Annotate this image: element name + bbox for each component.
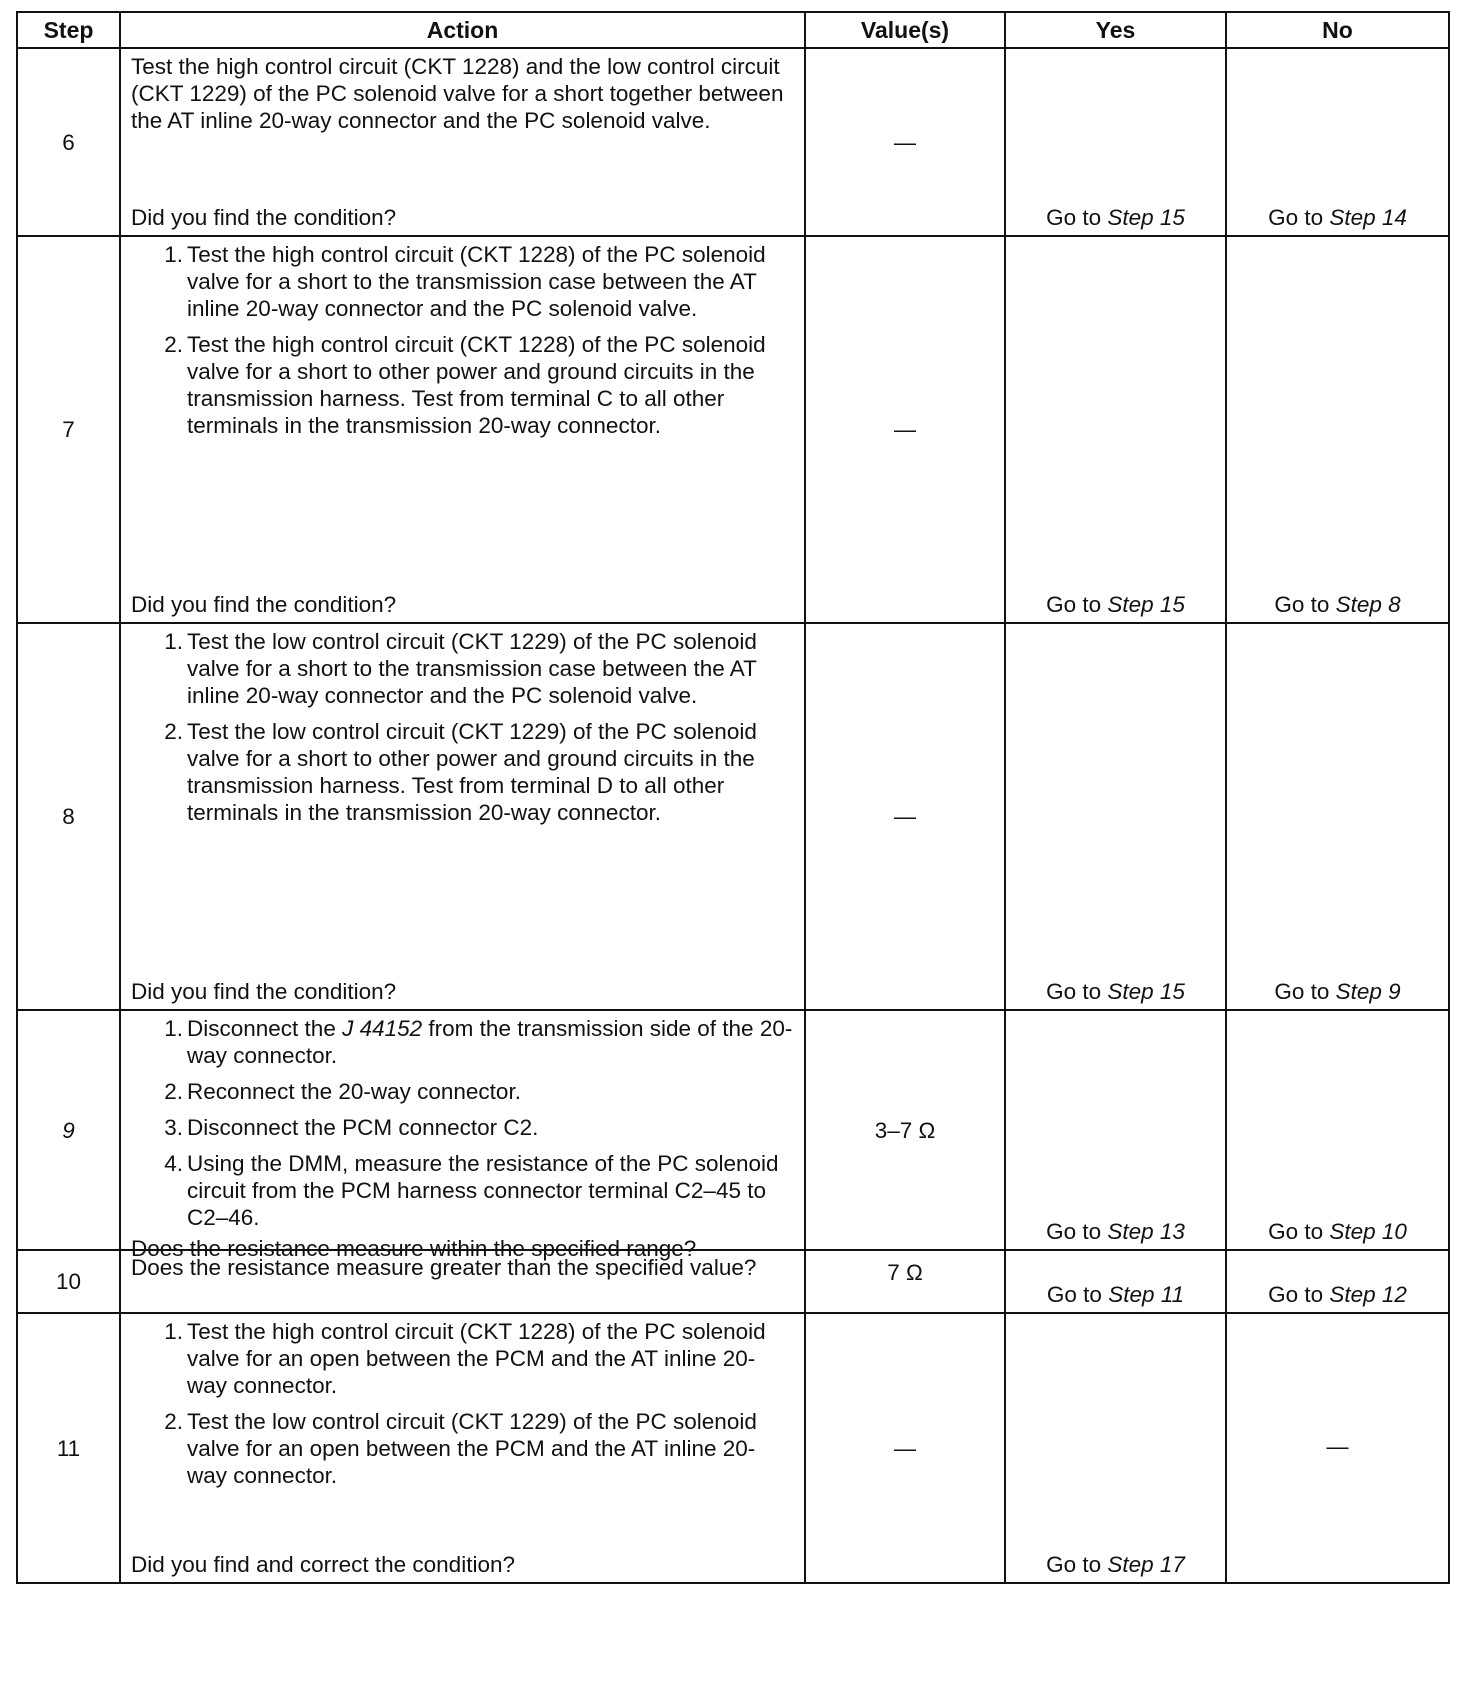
list-item: 2. Test the low control circuit (CKT 1229) of the PC solenoid valve for an open between the PCM and the AT inline 20-way connector. xyxy=(164,1409,757,1488)
action-steps xyxy=(131,241,794,448)
action-cell xyxy=(120,236,805,623)
list-item: 2. Test the low control circuit (CKT 1229) of the PC solenoid valve for a short to other power and ground circuits in the transmission harness. Test from terminal D to all other terminals in the transmission 20-way connector. xyxy=(164,719,757,825)
yes-cell: Go to Step 11 xyxy=(1005,1250,1226,1313)
yes-link[interactable]: Step 13 xyxy=(1107,1219,1185,1244)
header-step: Step xyxy=(17,12,120,48)
list-item: 2. Test the high control circuit (CKT 1228) of the PC solenoid valve for a short to other power and ground circuits in the transmission harness. Test from terminal C to all other terminals in the transmission 20-way connector. xyxy=(164,332,766,438)
list-item: 4. Using the DMM, measure the resistance of the PC solenoid circuit from the PCM harness connector terminal C2–45 to C2–46. xyxy=(164,1151,779,1230)
action-steps xyxy=(131,1015,794,1235)
step-number: 8 xyxy=(17,623,120,1010)
no-cell: Go to Step 9 xyxy=(1226,623,1449,1010)
tool-number: J 44152 xyxy=(342,1016,423,1041)
no-link[interactable]: Step 8 xyxy=(1335,592,1401,617)
action-steps xyxy=(131,628,794,835)
header-values: Value(s) xyxy=(805,12,1005,48)
question-text: Does the resistance measure within the specified range? xyxy=(131,1236,697,1261)
diagnostic-table xyxy=(16,11,1450,1584)
yes-cell: Go to Step 15 xyxy=(1005,48,1226,236)
list-item: 3. Disconnect the PCM connector C2. xyxy=(164,1115,539,1140)
no-cell: Go to Step 14 xyxy=(1226,48,1449,236)
yes-cell: Go to Step 15 xyxy=(1005,236,1226,623)
action-cell xyxy=(120,48,805,236)
list-item: 1. Test the high control circuit (CKT 1228) of the PC solenoid valve for a short to the transmission case between the AT inline 20-way connector and the PC solenoid valve. xyxy=(164,242,766,321)
header-no: No xyxy=(1226,12,1449,48)
list-item: 1. Disconnect the J 44152 from the transmission side of the 20-way connector. xyxy=(164,1016,793,1068)
yes-link[interactable]: Step 15 xyxy=(1107,979,1185,1004)
list-item: 1. Test the high control circuit (CKT 1228) of the PC solenoid valve for an open between the PCM and the AT inline 20-way connector. xyxy=(164,1319,766,1398)
step-number: 7 xyxy=(17,236,120,623)
value-cell: — xyxy=(805,1313,1005,1583)
yes-link[interactable]: Step 15 xyxy=(1107,205,1185,230)
header-row xyxy=(17,12,1449,48)
action-text: Does the resistance measure greater than the specified value? xyxy=(131,1255,757,1280)
no-cell: Go to Step 12 xyxy=(1226,1250,1449,1313)
action-cell xyxy=(120,623,805,1010)
value-cell: — xyxy=(805,623,1005,1010)
yes-cell: Go to Step 15 xyxy=(1005,623,1226,1010)
list-item: 2. Reconnect the 20-way connector. xyxy=(164,1079,521,1104)
yes-link[interactable]: Step 11 xyxy=(1108,1282,1185,1307)
no-link[interactable]: Step 9 xyxy=(1335,979,1401,1004)
value-cell: 3–7 Ω xyxy=(805,1010,1005,1250)
step-number: 10 xyxy=(17,1250,120,1313)
header-yes: Yes xyxy=(1005,12,1226,48)
yes-cell: Go to Step 17 xyxy=(1005,1313,1226,1583)
table-row xyxy=(17,48,1449,236)
question-text: Did you find the condition? xyxy=(131,205,397,230)
question-text: Did you find and correct the condition? xyxy=(131,1552,515,1577)
no-cell: — xyxy=(1226,1313,1449,1583)
action-cell xyxy=(120,1250,805,1313)
action-text: Test the high control circuit (CKT 1228) and the low control circuit (CKT 1229) of the PC solenoid valve for a short together between the AT inline 20-way connector and the PC solenoid valve. xyxy=(131,54,784,133)
action-cell xyxy=(120,1010,805,1261)
table-row xyxy=(17,1010,1449,1250)
step-number: 6 xyxy=(17,48,120,236)
value-cell: — xyxy=(805,48,1005,236)
action-cell xyxy=(120,1313,805,1583)
yes-link[interactable]: Step 17 xyxy=(1107,1552,1185,1577)
table-row xyxy=(17,1313,1449,1583)
value-cell: — xyxy=(805,236,1005,623)
question-text: Did you find the condition? xyxy=(131,979,397,1004)
yes-link[interactable]: Step 15 xyxy=(1107,592,1185,617)
step-number: 9 xyxy=(17,1010,120,1250)
table-row xyxy=(17,236,1449,623)
no-cell: Go to Step 8 xyxy=(1226,236,1449,623)
list-item: 1. Test the low control circuit (CKT 1229) of the PC solenoid valve for a short to the transmission case between the AT inline 20-way connector and the PC solenoid valve. xyxy=(164,629,757,708)
table-row xyxy=(17,1250,1449,1313)
header-action: Action xyxy=(120,12,805,48)
action-steps xyxy=(131,1318,794,1498)
yes-cell: Go to Step 13 xyxy=(1005,1010,1226,1250)
question-text: Did you find the condition? xyxy=(131,592,397,617)
no-link[interactable]: Step 14 xyxy=(1329,205,1407,230)
value-cell: 7 Ω xyxy=(805,1250,1005,1313)
step-number: 11 xyxy=(17,1313,120,1583)
no-link[interactable]: Step 10 xyxy=(1329,1219,1407,1244)
no-cell: Go to Step 10 xyxy=(1226,1010,1449,1250)
no-link[interactable]: Step 12 xyxy=(1329,1282,1407,1307)
table-row xyxy=(17,623,1449,1010)
